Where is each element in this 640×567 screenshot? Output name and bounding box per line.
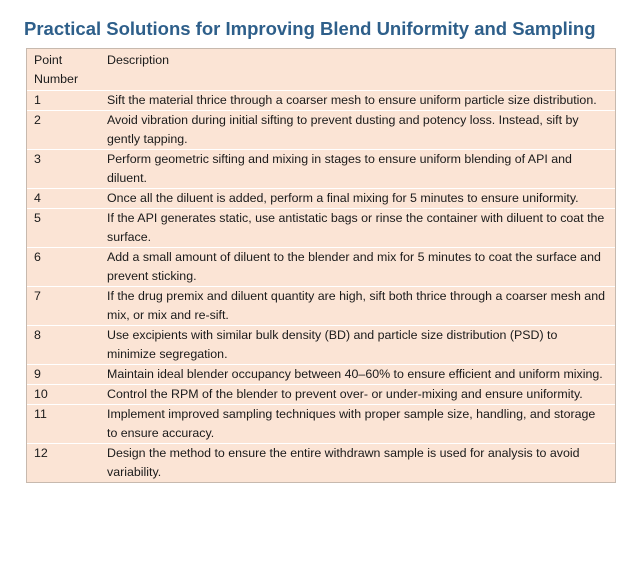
point-number: 10 xyxy=(27,385,99,405)
description: Control the RPM of the blender to prevent over- or under-mixing and ensure uniformity. xyxy=(99,385,615,405)
table-row xyxy=(27,111,615,150)
description: Maintain ideal blender occupancy between 40–60% to ensure efficient and uniform mixing. xyxy=(99,365,615,385)
point-number: 8 xyxy=(27,326,99,365)
description: If the API generates static, use antistatic bags or rinse the container with diluent to coat the surface. xyxy=(99,209,615,248)
table-row xyxy=(27,189,615,209)
description: If the drug premix and diluent quantity are high, sift both thrice through a coarser mesh and mix, or mix and re-sift. xyxy=(99,287,615,326)
point-number: 7 xyxy=(27,287,99,326)
description: Add a small amount of diluent to the blender and mix for 5 minutes to coat the surface and prevent sticking. xyxy=(99,248,615,287)
description: Use excipients with similar bulk density (BD) and particle size distribution (PSD) to minimize segregation. xyxy=(99,326,615,365)
point-number: 12 xyxy=(34,446,48,460)
description: Sift the material thrice through a coarser mesh to ensure uniform particle size distribution. xyxy=(99,91,615,111)
point-number: 2 xyxy=(27,111,99,150)
point-number: 6 xyxy=(27,248,99,287)
table-row xyxy=(27,444,615,483)
point-number: 1 xyxy=(27,91,99,111)
point-number: 11 xyxy=(27,405,99,444)
description: Design the method to ensure the entire withdrawn sample is used for analysis to avoid variability. xyxy=(107,446,580,479)
header-point-number: Point Number xyxy=(27,49,99,91)
description: Implement improved sampling techniques with proper sample size, handling, and storage to ensure accuracy. xyxy=(99,405,615,444)
point-number: 4 xyxy=(27,189,99,209)
description: Perform geometric sifting and mixing in stages to ensure uniform blending of API and diluent. xyxy=(99,150,615,189)
table-row xyxy=(27,326,615,365)
description: Avoid vibration during initial sifting to prevent dusting and potency loss. Instead, sift by gently tapping. xyxy=(99,111,615,150)
solutions-table xyxy=(26,48,616,483)
description: Once all the diluent is added, perform a final mixing for 5 minutes to ensure uniformity. xyxy=(99,189,615,209)
table-row xyxy=(27,365,615,385)
table-row xyxy=(27,385,615,405)
point-number: 3 xyxy=(27,150,99,189)
table-header-row xyxy=(27,49,615,91)
table-row xyxy=(27,150,615,189)
table-row xyxy=(27,405,615,444)
point-number: 9 xyxy=(27,365,99,385)
table-row xyxy=(27,248,615,287)
page-title: Practical Solutions for Improving Blend Uniformity and Sampling xyxy=(24,18,596,39)
header-description: Description xyxy=(99,49,615,91)
point-number: 5 xyxy=(27,209,99,248)
table-row xyxy=(27,209,615,248)
table-row xyxy=(27,287,615,326)
table-row xyxy=(27,91,615,111)
